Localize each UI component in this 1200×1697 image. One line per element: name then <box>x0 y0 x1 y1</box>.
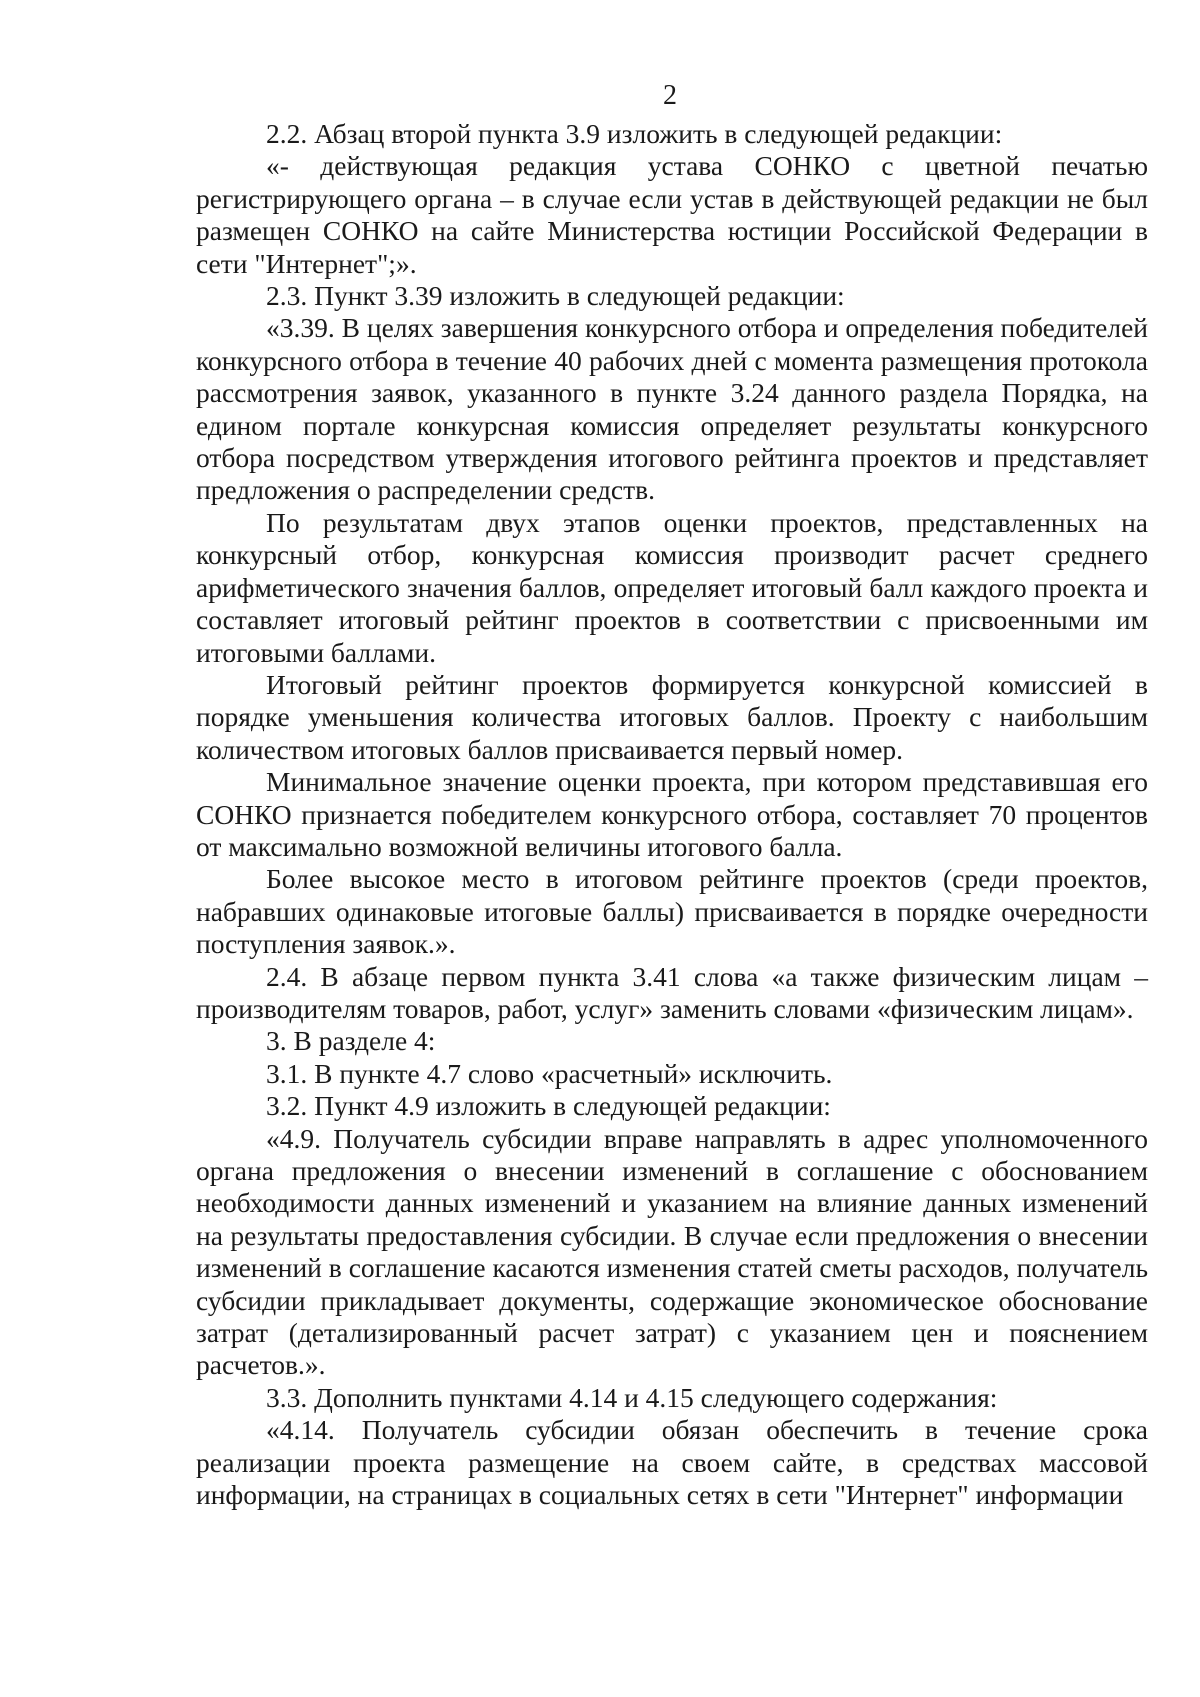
paragraph-section-4: 3. В разделе 4: <box>266 1025 436 1057</box>
paragraph-4-14: «4.14. Получатель субсидии обязан обеспечить в течение срока реализации проекта размещение на своем сайте, в средствах массовой информации, на страницах в социальных сетях в сети "Интернет" информации <box>196 1414 1148 1511</box>
paragraph-3-2: 3.2. Пункт 4.9 изложить в следующей редакции: <box>266 1090 831 1122</box>
paragraph-rating-calculation: По результатам двух этапов оценки проектов, представленных на конкурсный отбор, конкурсная комиссия производит расчет среднего арифметического значения баллов, определяет итоговый балл каждого проекта и составляет итоговый рейтинг проектов в соответствии с присвоенными им итоговыми баллами. <box>196 506 1148 668</box>
paragraph-2-2: 2.2. Абзац второй пункта 3.9 изложить в следующей редакции: <box>266 118 1003 149</box>
page-number: 2 <box>663 80 677 111</box>
document-body <box>196 118 1148 1511</box>
paragraph-2-4: 2.4. В абзаце первом пункта 3.41 слова «а также физическим лицам – производителям товаров, работ, услуг» заменить словами «физическим лицам». <box>196 960 1148 1024</box>
paragraph-3-1: 3.1. В пункте 4.7 слово «расчетный» исключить. <box>266 1057 833 1089</box>
paragraph-2-2-text: «- действующая редакция устава СОНКО с цветной печатью регистрирующего органа – в случае если устав в действующей редакции не был размещен СОНКО на сайте Министерства юстиции Российской Федерации в сети "Интернет";». <box>196 150 1148 279</box>
paragraph-4-9: «4.9. Получатель субсидии вправе направлять в адрес уполномоченного органа предложения о внесении изменений в соглашение с обоснованием необходимости данных изменений и указанием на влияние данных изменений на результаты предоставления субсидии. В случае если предложения о внесении изменений в соглашение касаются изменения статей сметы расходов, получатель субсидии прикладывает документы, содержащие экономическое обоснование затрат (детализированный расчет затрат) с указанием цен и пояснением расчетов.». <box>196 1122 1148 1381</box>
paragraph-rating-order: Итоговый рейтинг проектов формируется конкурсной комиссией в порядке уменьшения количества итоговых баллов. Проекту с наибольшим количеством итоговых баллов присваивается первый номер. <box>196 668 1148 765</box>
paragraph-equal-scores: Более высокое место в итоговом рейтинге проектов (среди проектов, набравших одинаковые итоговые баллы) присваивается в порядке очередности поступления заявок.». <box>196 863 1148 960</box>
paragraph-3-39: «3.39. В целях завершения конкурсного отбора и определения победителей конкурсного отбора в течение 40 рабочих дней с момента размещения протокола рассмотрения заявок, указанного в пункте 3.24 данного раздела Порядка, на едином портале конкурсная комиссия определяет результаты конкурсного отбора посредством утверждения итогового рейтинга проектов и представляет предложения о распределении средств. <box>196 312 1148 506</box>
paragraph-minimum-score: Минимальное значение оценки проекта, при котором представившая его СОНКО признается победителем конкурсного отбора, составляет 70 процентов от максимально возможной величины итогового балла. <box>196 766 1148 862</box>
paragraph-3-3: 3.3. Дополнить пунктами 4.14 и 4.15 следующего содержания: <box>266 1381 998 1413</box>
paragraph-2-3: 2.3. Пункт 3.39 изложить в следующей редакции: <box>266 280 845 312</box>
